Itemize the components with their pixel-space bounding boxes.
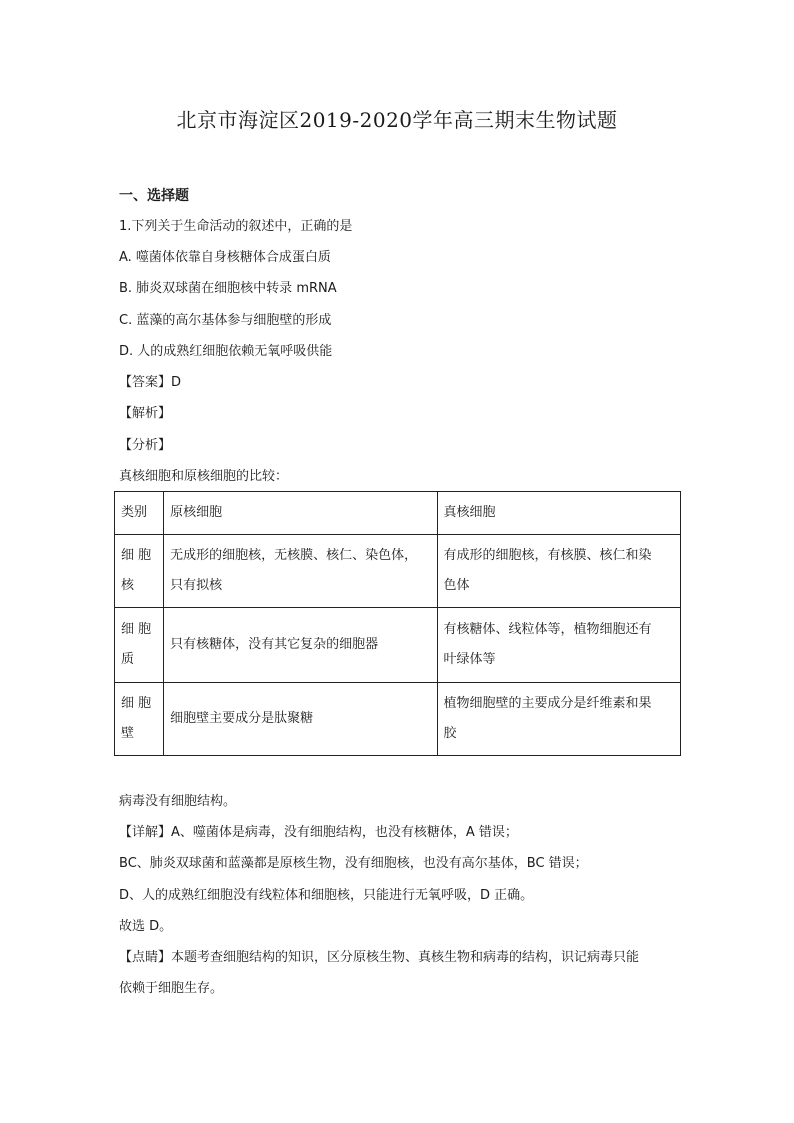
question-stem: 1.下列关于生命活动的叙述中，正确的是 bbox=[119, 219, 353, 234]
virus-note: 病毒没有细胞结构。 bbox=[119, 794, 237, 809]
row-prokaryote bbox=[164, 683, 437, 756]
detail-line: BC、肺炎双球菌和蓝藻都是原核生物，没有细胞核，也没有高尔基体，BC 错误； bbox=[119, 856, 588, 871]
cell-line: 叶绿体等 bbox=[443, 652, 496, 667]
row-category bbox=[115, 683, 164, 756]
header-cell-category: 类别 bbox=[115, 492, 164, 535]
table-row bbox=[115, 683, 681, 756]
table-header-row bbox=[115, 492, 681, 535]
cell-line: 细 胞 bbox=[121, 548, 152, 563]
fenxi-label: 【分析】 bbox=[119, 438, 172, 453]
compare-intro: 真核细胞和原核细胞的比较： bbox=[119, 469, 289, 484]
row-eukaryote bbox=[437, 683, 680, 756]
cell-line: 只有拟核 bbox=[170, 578, 223, 593]
cell-line: 胶 bbox=[443, 726, 457, 741]
cell-line: 无成形的细胞核，无核膜、核仁、染色体， bbox=[170, 548, 418, 563]
row-eukaryote bbox=[437, 608, 680, 683]
row-category bbox=[115, 608, 164, 683]
row-prokaryote bbox=[164, 535, 437, 608]
option-d: D. 人的成熟红细胞依赖无氧呼吸供能 bbox=[119, 344, 333, 359]
cell-line: 有核糖体、线粒体等，植物细胞还有 bbox=[443, 622, 652, 637]
answer-line bbox=[119, 373, 181, 393]
cell-line: 核 bbox=[121, 578, 135, 593]
cell-line: 有成形的细胞核，有核膜、核仁和染 bbox=[443, 548, 652, 563]
cell-line: 色体 bbox=[443, 578, 470, 593]
row-category bbox=[115, 535, 164, 608]
detail-line: 【详解】A、噬菌体是病毒，没有细胞结构，也没有核糖体，A 错误； bbox=[119, 825, 518, 840]
cell-line: 细 胞 bbox=[121, 696, 152, 711]
answer-value: D bbox=[171, 375, 182, 390]
detail-conclusion: 故选 D。 bbox=[119, 919, 173, 934]
option-a: A. 噬菌体依靠自身核糖体合成蛋白质 bbox=[119, 250, 331, 265]
detail-line: D、人的成熟红细胞没有线粒体和细胞核，只能进行无氧呼吸，D 正确。 bbox=[119, 888, 534, 903]
row-prokaryote bbox=[164, 608, 437, 683]
table-row bbox=[115, 535, 681, 608]
dianjing-line: 【点睛】本题考查细胞结构的知识，区分原核生物、真核生物和病毒的结构，识记病毒只能 bbox=[119, 950, 640, 965]
row-eukaryote bbox=[437, 535, 680, 608]
cell-line: 细 胞 bbox=[121, 622, 152, 637]
section-heading: 一、选择题 bbox=[119, 188, 189, 204]
dianjing-line: 依赖于细胞生存。 bbox=[119, 981, 224, 996]
header-cell-prokaryote: 原核细胞 bbox=[164, 492, 437, 535]
cell-line: 细胞壁主要成分是肽聚糖 bbox=[170, 711, 314, 726]
option-b: B. 肺炎双球菌在细胞核中转录 mRNA bbox=[119, 281, 337, 296]
cell-line: 植物细胞壁的主要成分是纤维素和果 bbox=[443, 696, 652, 711]
analysis-label: 【解析】 bbox=[119, 406, 172, 421]
cell-line: 质 bbox=[121, 652, 135, 667]
cell-line: 壁 bbox=[121, 726, 135, 741]
comparison-table bbox=[114, 491, 681, 756]
page-title: 北京市海淀区2019-2020学年高三期末生物试题 bbox=[176, 108, 618, 132]
cell-line: 只有核糖体，没有其它复杂的细胞器 bbox=[170, 637, 379, 652]
header-cell-eukaryote: 真核细胞 bbox=[437, 492, 680, 535]
table-row bbox=[115, 608, 681, 683]
answer-label: 【答案】 bbox=[119, 375, 172, 390]
option-c: C. 蓝藻的高尔基体参与细胞壁的形成 bbox=[119, 313, 332, 328]
